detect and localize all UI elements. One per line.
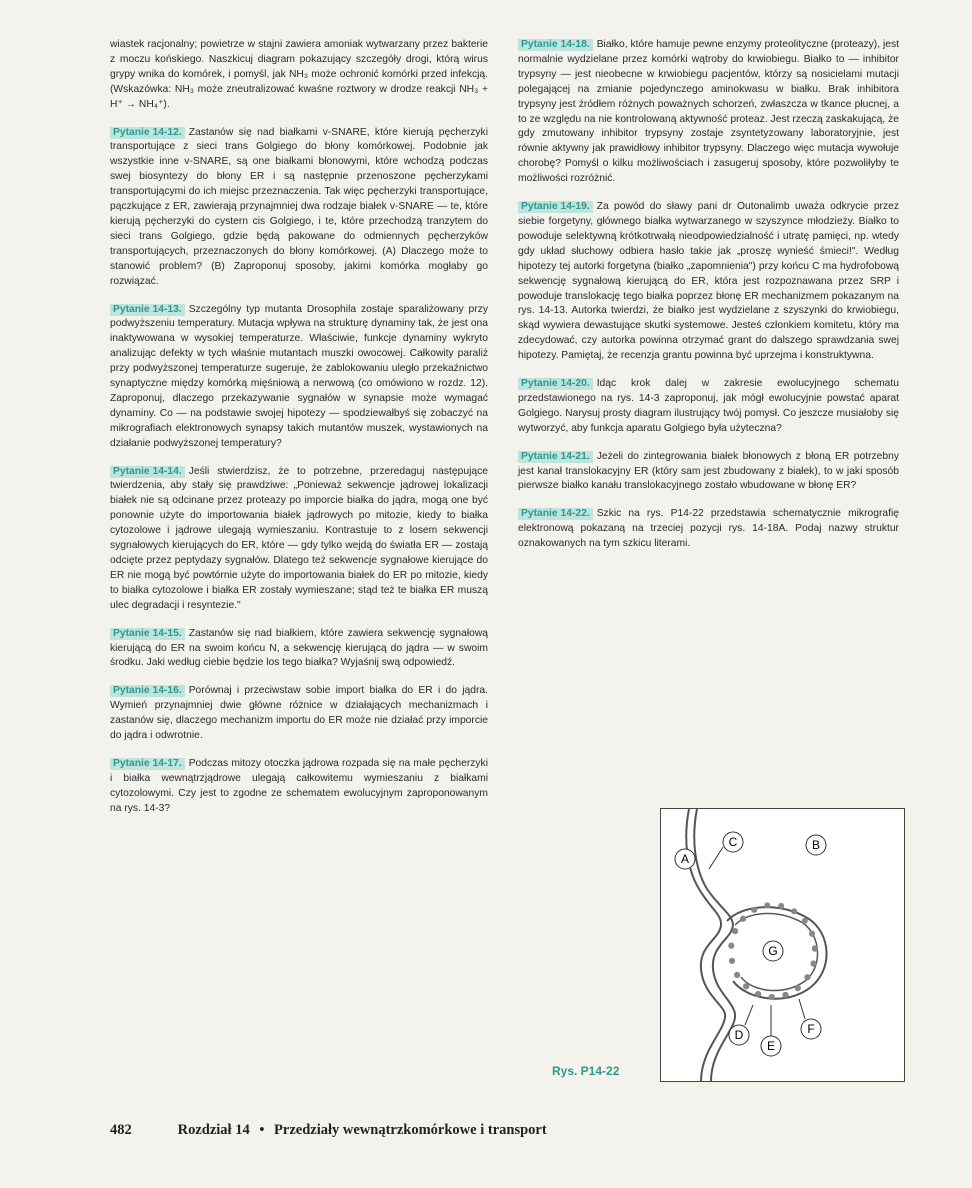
coat-dot: [755, 991, 761, 997]
coat-dot: [812, 946, 818, 952]
question-label: Pytanie 14-22.: [518, 508, 593, 520]
question-text: Szkic na rys. P14-22 przedstawia schematycznie mikrografię elektronową pokazaną na trzeciej pozycji rys. 14-18A. Podaj nazwy struktur oznakowanych na tym szkicu literami.: [518, 508, 899, 550]
label-b-text: B: [811, 838, 821, 852]
question-text: Jeżeli do zintegrowania białek błonowych z błoną ER potrzebny jest kanał translokacyjny ER (który sam jest zbudowany z białek), to w jaki sposób pierwsze białko kanału translokacyjnego zostało wbudowane w błonę ER?: [518, 450, 899, 492]
label-d: [729, 1025, 749, 1045]
question-label: Pytanie 14-17.: [110, 758, 185, 770]
chapter-title: Przedziały wewnątrzkomórkowe i transport: [274, 1122, 547, 1138]
question-text: Zastanów się nad białkami v-SNARE, które kierują pęcherzyki transportujące z sieci trans Golgiego do błony komórkowej. Podobnie jak wszystkie inne v-SNARE, są one białkami błonowymi, które wchodzą podczas swej biosyntezy do błony ER i są następnie przenoszone pęcherzykami transportującymi do ich miejsc przeznaczenia. Tak więc pęcherzyki transportujące, pączkujące z ER, zawierają przynajmniej dwa rodzaje białek v-SNARE — te, które kierują pęcherzyki do cystern cis Golgiego, i te, które przechodzą tranzytem do sieci trans Golgiego, gdzie będą pakowane do odmiennych pęcherzyków transportujących, przeznaczonych do błony komórkowej. (A) Dlaczego może to stanowić problem? (B) Zaproponuj sposoby, jakimi komórka mogłaby go rozwiązać.: [110, 126, 488, 287]
question-paragraph: [110, 38, 488, 113]
coat-dot: [743, 983, 749, 989]
right-text-column: [518, 38, 899, 565]
question-label: Pytanie 14-18.: [518, 39, 593, 51]
label-f-text: F: [807, 1022, 815, 1036]
figure-caption: Rys. P14-22: [552, 1064, 620, 1078]
question-paragraph: [110, 465, 488, 614]
label-g: [763, 941, 783, 961]
coat-dot: [809, 931, 815, 937]
leader-c: [709, 847, 723, 869]
question-label: Pytanie 14-14.: [110, 466, 185, 478]
coat-dot: [769, 994, 775, 1000]
label-b: [806, 835, 826, 855]
coat-dot: [810, 961, 816, 967]
question-label: Pytanie 14-16.: [110, 685, 185, 697]
coat-dot: [740, 916, 746, 922]
question-paragraph: [518, 450, 899, 495]
question-text: Zastanów się nad białkiem, które zawiera sekwencję sygnałową kierującą do ER na swoim końcu N, a sekwencję kierującą do jądra — w swoim środku. Jaki według ciebie będzie los tego białka? Wyjaśnij swą odpowiedź.: [110, 627, 488, 669]
label-c: [723, 832, 743, 852]
question-label: Pytanie 14-12.: [110, 127, 185, 139]
question-paragraph: [518, 377, 899, 437]
question-label: Pytanie 14-21.: [518, 451, 593, 463]
label-c-text: C: [728, 835, 738, 849]
question-paragraph: [110, 757, 488, 817]
label-e: [761, 1036, 781, 1056]
leader-d: [745, 1005, 753, 1025]
question-paragraph: [110, 684, 488, 744]
question-text: Podczas mitozy otoczka jądrowa rozpada się na małe pęcherzyki i białka wewnątrzjądrowe ulegają całkowitemu wymieszaniu z białkami cytozolowymi. Czy jest to zgodne ze schematem ewolucyjnym zaproponowanym na rys. 14-3?: [110, 757, 488, 814]
label-e-text: E: [766, 1039, 776, 1053]
coat-dot: [791, 908, 797, 914]
question-text: Białko, które hamuje pewne enzymy proteolityczne (proteazy), jest normalnie wydzielane przez komórki wątroby do krwiobiegu. Białko to — inhibitor trypsyny — jest nieobecne w krwiobiegu pacjentów, którzy są nosicielami mutacji polegającej na zmianie pojedynczego aminokwasu w białku. Brak inhibitora trypsyny jest źródłem różnych poważnych schorzeń, zwłaszcza w tkance płucnej, a to ze względu na nie kontrolowaną aktywność proteaz. Jest rzeczą zaskakującą, że gdy zmutowany inhibitor trypsyny zostaje zsyntetyzowany laboratoryjnie, jest równie aktywny jak prawidłowy inhibitor trypsyny. Dlaczego więc mutacja wywołuje chorobę? Pomyśl o kilku możliwościach i zasugeruj sposoby, które pozwoliłyby te możliwości rozróżnić.: [518, 39, 899, 185]
coat-dot: [782, 992, 788, 998]
question-label: Pytanie 14-20.: [518, 378, 593, 390]
coat-dot: [728, 943, 734, 949]
coat-dot: [795, 985, 801, 991]
coat-dot: [751, 907, 757, 913]
page-number: 482: [110, 1122, 132, 1138]
question-paragraph: [110, 303, 488, 452]
question-text: wiastek racjonalny; powietrze w stajni zawiera amoniak wytwarzany przez bakterie z moczu końskiego. Naszkicuj diagram pokazujący szczegóły drogi, którą wirus grypy wnika do komórek, i pomyśl, jak NH₃ może ochronić komórki przed infekcją. (Wskazówka: NH₃ może zneutralizować kwaśne roztwory w drodze reakcji NH₃ + H⁺ → NH₄⁺).: [110, 39, 488, 110]
question-label: Pytanie 14-15.: [110, 628, 185, 640]
question-text: Jeśli stwierdzisz, że to potrzebne, przeredaguj następujące twierdzenia, aby stały się prawdziwe: „Ponieważ sekwencje jądrowej lokalizacji białek nie są odcinane przez proteazy po imporcie białka do jądra, mogą one być ponownie użyte do importowania białek jądrowych po mitozie, kiedy to białka cytozolowe i jądrowe ulegają wymieszaniu. Kontrastuje to z losem sekwencji sygnałowych kierujących do ER, które — gdy tylko wejdą do światła ER — zostają odcięte przez peptydazy sygnałów. Dlatego też sekwencje sygnałowe kierujące do ER nie mogą być powtórnie użyte do importowania białek do ER po mitozie, kiedy to białka cytozolowe i białka ER zostały wymieszane; stąd też te białka ER muszą ulec degradacji i resyntezie.": [110, 465, 488, 611]
coat-dot: [734, 972, 740, 978]
question-paragraph: [518, 38, 899, 187]
label-d-text: D: [734, 1028, 744, 1042]
label-f: [801, 1019, 821, 1039]
leader-f: [799, 999, 805, 1019]
left-text-column: [110, 38, 488, 830]
question-text: Idąc krok dalej w zakresie ewolucyjnego schematu przedstawionego na rys. 14-3 zaproponuj, jak mógł ewolucyjnie powstać aparat Golgiego. Narysuj prosty diagram ilustrujący twój pomysł. Co jeszcze musiałoby się wytworzyć, aby funkcja aparatu Golgiego była użyteczna?: [518, 378, 899, 434]
coat-dot: [802, 918, 808, 924]
question-label: Pytanie 14-19.: [518, 201, 593, 213]
figure-diagram: [661, 809, 904, 1081]
label-a: [675, 849, 695, 869]
question-label: Pytanie 14-13.: [110, 304, 185, 316]
question-paragraph: [518, 507, 899, 552]
coat-dot: [804, 974, 810, 980]
footer-separator: •: [259, 1122, 265, 1138]
question-text: Porównaj i przeciwstaw sobie import białka do ER i do jądra. Wymień przynajmniej dwie główne różnice w działających mechanizmach i zastanów się, dlaczego mechanizm importu do ER może nie działać przy imporcie do jądra i odwrotnie.: [110, 685, 488, 742]
question-paragraph: [110, 126, 488, 290]
page-footer: [110, 1122, 547, 1139]
label-g-text: G: [768, 944, 778, 958]
question-text: Za powód do sławy pani dr Outonalimb uważa odkrycie przez siebie forgetyny, głównego białka wytwarzanego w szyszynce młodzieży. Białko to powoduje selektywną krótkotrwałą nieodpowiedzialność i utratę pamięci, np. wtedy gdy układ słuchowy odbiera hasło takie jak „proszę wynieść śmieci!". Według hipotezy tej autorki forgetyna (białko „zapomnienia") przy końcu C ma hydrofobową sekwencję sygnałową kierującą do ER, która jest rozpoznawana przez SRP i powoduje translokację tego białka poprzez błonę ER mechanizmem pokazanym na rys. 14-13. Autorka twierdzi, że białko jest wydzielane z szyszynki do krwiobiegu, skąd wywiera dewastujące skutki systemowe. Jesteś członkiem komitetu, który ma zdecydować, czy autorka powinna otrzymać grant do dalszego sprawdzania swej hipotezy. Pamiętaj, że recenzja grantu powinna być uprzejma i konstruktywna.: [518, 201, 899, 362]
figure-p14-22: [660, 808, 905, 1082]
coat-dot: [778, 903, 784, 909]
question-text: Szczególny typ mutanta Drosophila zostaje sparaliżowany przy podwyższeniu temperatury. Mutacja wpływa na strukturę dynaminy tak, że jest ona inaktywowana w wysokiej temperaturze. Właściwie, funkcje dynaminy wykryto analizując defekty w tych właśnie mutantach muszki owocowej. Całkowity paraliż przy podwyższonej temperaturze sugeruje, że zablokowaniu uległo przekaźnictwo synaptyczne między komórką mięśniową a nerwową (co omówiono w rozdz. 12). Zaproponuj, dlaczego przekazywanie sygnałów w synapsie może wymagać dynaminy. Co — na podstawie swojej hipotezy — spodziewałbyś się zobaczyć na mikrografiach elektronowych synapsy takich mutantów muszek, wystawionych na działanie podwyższonej temperatury?: [110, 303, 488, 449]
coat-dot: [732, 928, 738, 934]
question-paragraph: [110, 627, 488, 672]
question-paragraph: [518, 200, 899, 364]
label-a-text: A: [680, 852, 690, 866]
coat-dot: [729, 958, 735, 964]
chapter-label: Rozdział 14: [177, 1122, 250, 1138]
coat-dot: [764, 902, 770, 908]
